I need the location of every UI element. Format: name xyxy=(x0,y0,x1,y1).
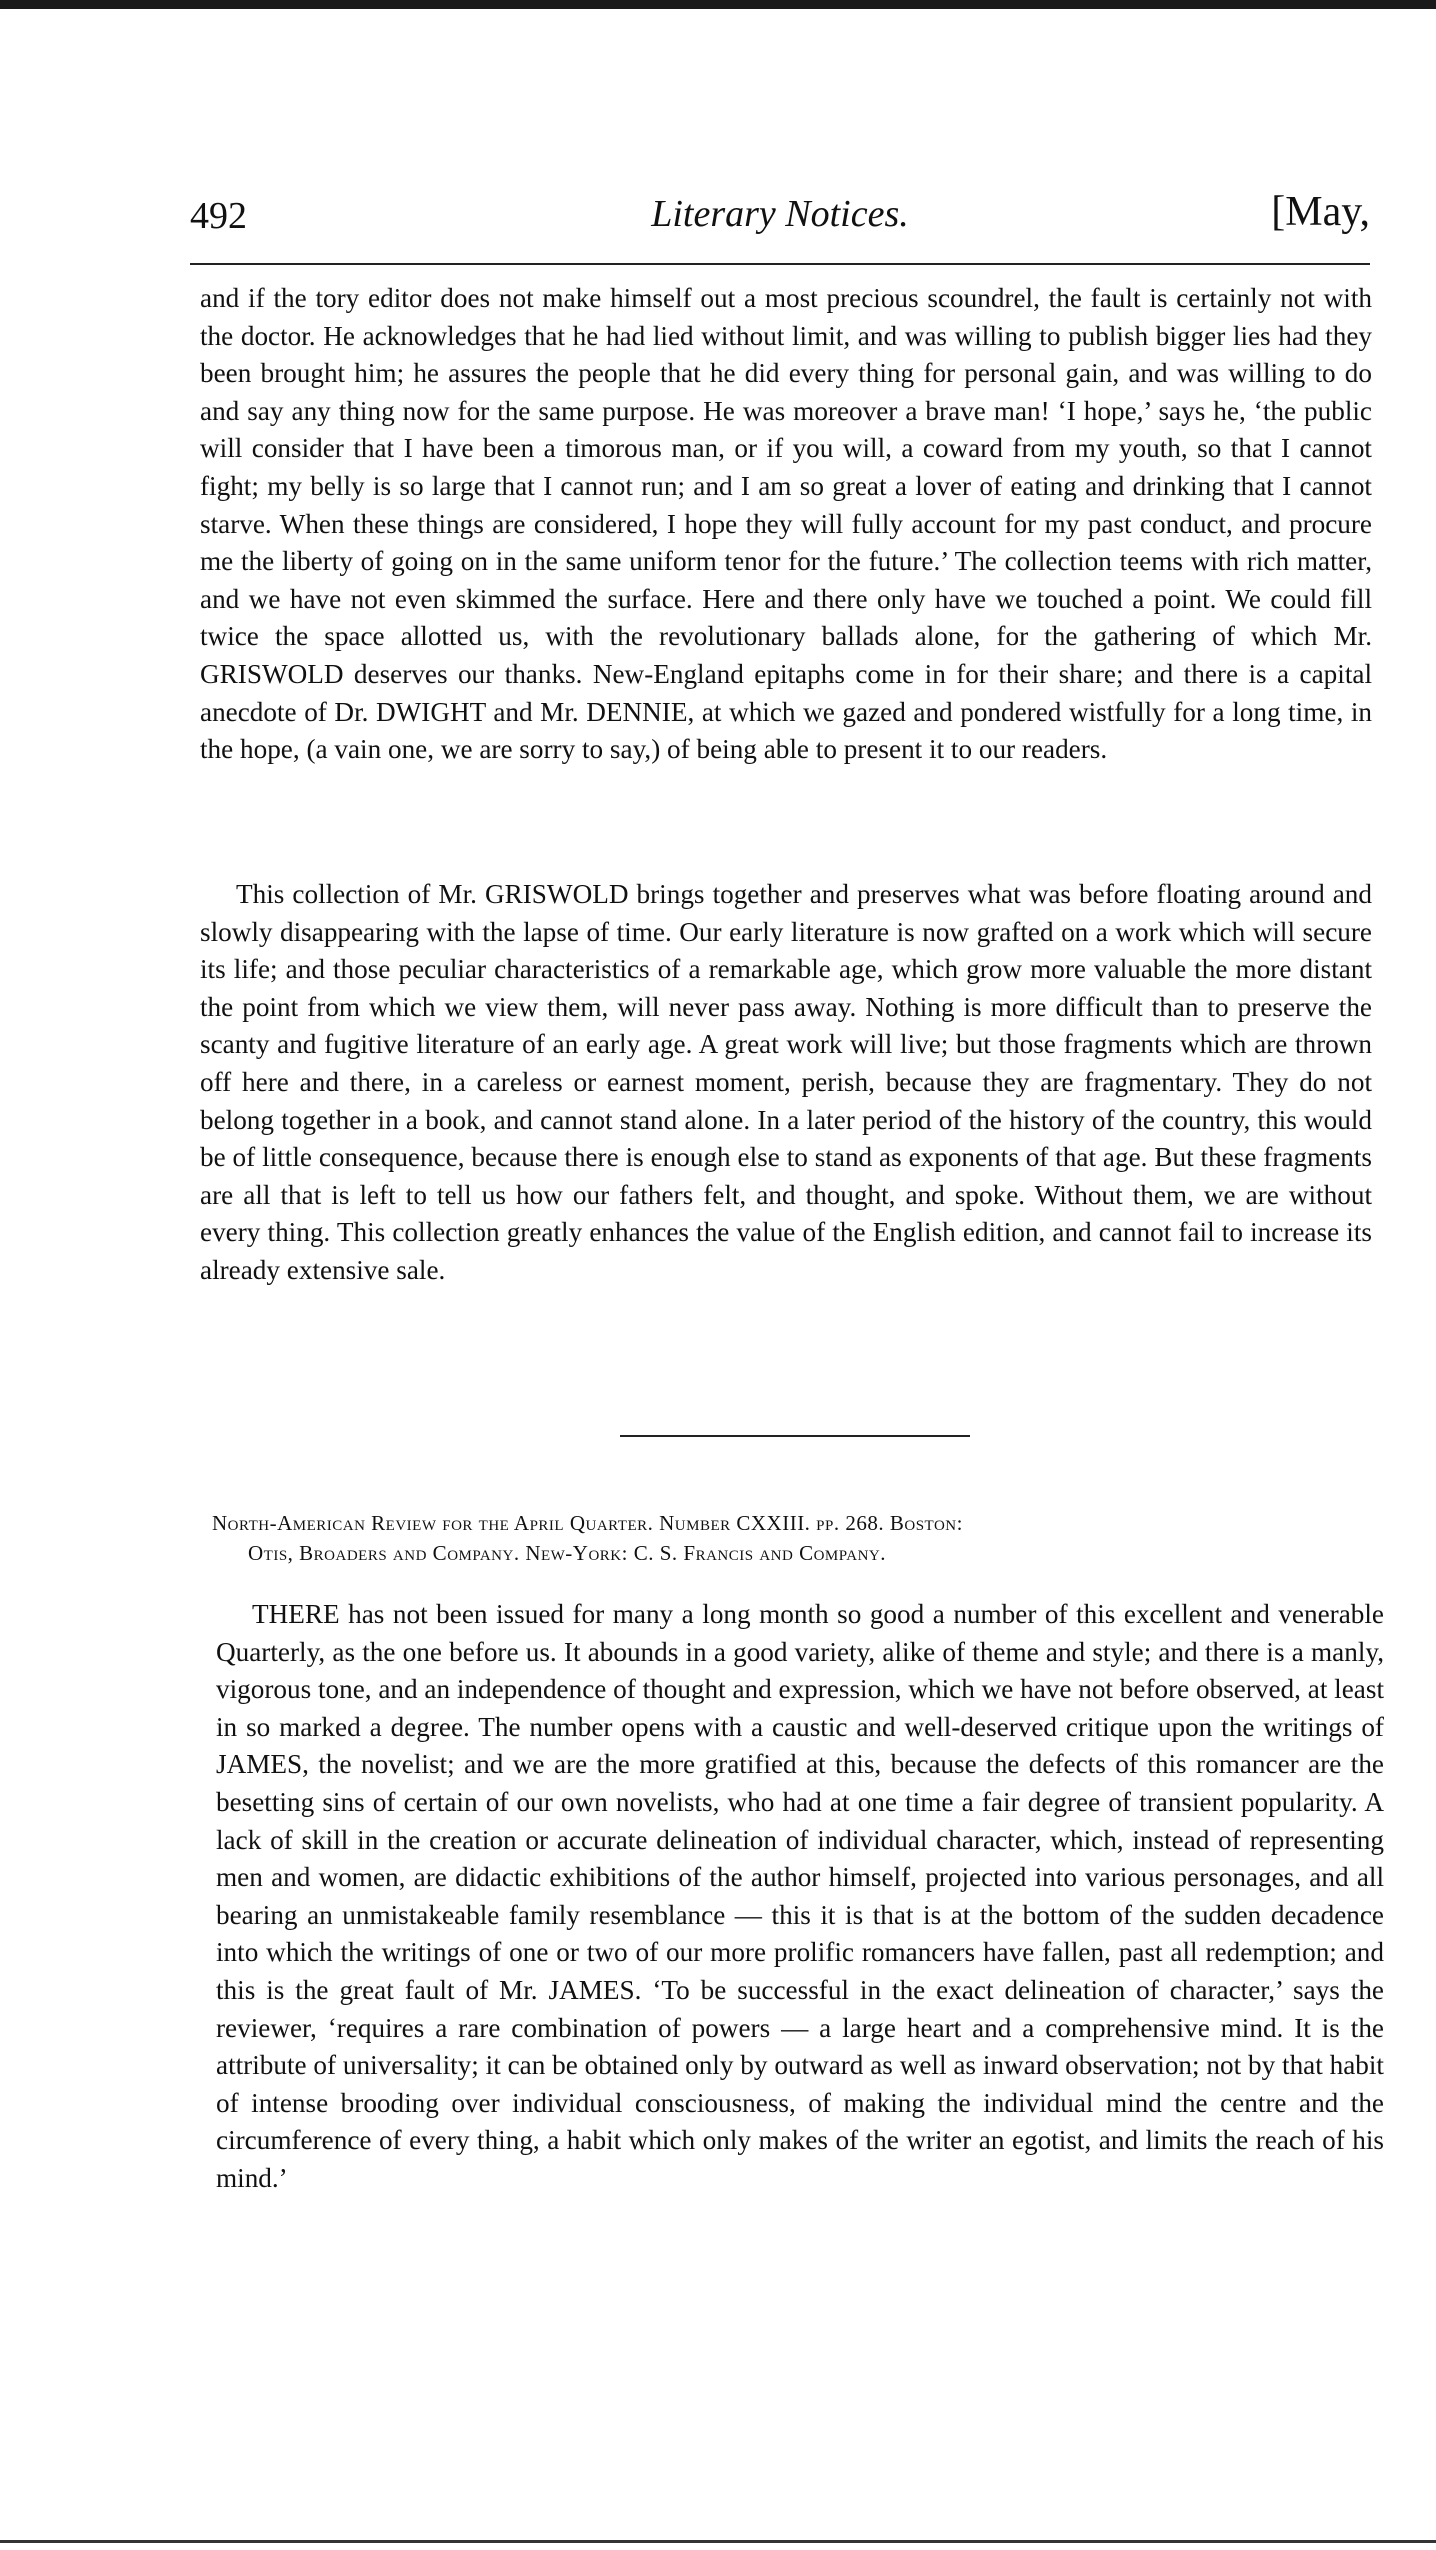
page-bottom-edge xyxy=(0,2540,1436,2543)
text-block-griswold xyxy=(200,876,1372,1290)
paragraph-griswold: This collection of Mr. GRISWOLD brings together and preserves what was before floating around and slowly disappearing with the lapse of time. Our early literature is now grafted on a work which will secure its life; and those peculiar characteristics of a remarkable age, which grow more valuable the more distant the point from which we view them, will never pass away. Nothing is more difficult than to preserve the scanty and fugitive literature of an early age. A great work will live; but those fragments which are thrown off here and there, in a careless or earnest moment, perish, because they are fragmentary. They do not belong together in a book, and cannot stand alone. In a later period of the history of the country, this would be of little consequence, because there is enough else to stand as exponents of that age. But these fragments are all that is left to tell us how our fathers felt, and thought, and spoke. Without them, we are without every thing. This collection greatly enhances the value of the English edition, and cannot fail to increase its already extensive sale. xyxy=(200,879,1372,1285)
review-heading-line2: Otis, Broaders and Company. New-York: C. S. Francis and Company. xyxy=(248,1541,886,1565)
header-rule xyxy=(190,263,1370,265)
section-separator xyxy=(620,1435,970,1437)
review-heading xyxy=(212,1508,1372,1568)
page-number: 492 xyxy=(190,195,247,237)
paragraph-review: THERE has not been issued for many a long month so good a number of this excellent and venerable Quarterly, as the one before us. It abounds in a good variety, alike of theme and style; and there is a manly, vigorous tone, and an independence of thought and expression, which we have not before observed, at least in so marked a degree. The number opens with a caustic and well-deserved critique upon the writings of JAMES, the novelist; and we are the more gratified at this, because the defects of this romancer are the besetting sins of certain of our own novelists, who had at one time a fair degree of transient popularity. A lack of skill in the creation or accurate delineation of individual character, which, instead of representing men and women, are didactic exhibitions of the author himself, projected into various personages, and all bearing an unmistakeable family resemblance — this it is that is at the bottom of the sudden decadence into which the writings of one or two of our more prolific romancers have fallen, past all redemption; and this is the great fault of Mr. JAMES. ‘To be successful in the exact delineation of character,’ says the reviewer, ‘requires a rare combination of powers — a large heart and a comprehensive mind. It is the attribute of universality; it can be obtained only by outward as well as inward observation; not by that habit of intense brooding over individual consciousness, of making the individual mind the centre and the circumference of every thing, a habit which only makes of the writer an egotist, and limits the reach of his mind.’ xyxy=(216,1599,1384,2193)
page-top-edge xyxy=(0,0,1436,9)
text-block-review xyxy=(216,1596,1384,2198)
running-title: Literary Notices. xyxy=(651,193,909,235)
text-block-continued xyxy=(200,280,1372,769)
paragraph-continued: and if the tory editor does not make himself out a most precious scoundrel, the fault is certainly not with the doctor. He acknowledges that he had lied without limit, and was willing to publish bigger lies had they been brought him; he assures the people that he did every thing for personal gain, and was willing to do and say any thing now for the same purpose. He was moreover a brave man! ‘I hope,’ says he, ‘the public will consider that I have been a timorous man, or if you will, a coward from my youth, so that I cannot fight; my belly is so large that I cannot run; and I am so great a lover of eating and drinking that I cannot starve. When these things are considered, I hope they will fully account for my past conduct, and procure me the liberty of going on in the same uniform tenor for the future.’ The collection teems with rich matter, and we have not even skimmed the surface. Here and there only have we touched a point. We could fill twice the space allotted us, with the revolutionary ballads alone, for the gathering of which Mr. GRISWOLD deserves our thanks. New-England epitaphs come in for their share; and there is a capital anecdote of Dr. DWIGHT and Mr. DENNIE, at which we gazed and pondered wistfully for a long time, in the hope, (a vain one, we are sorry to say,) of being able to present it to our readers. xyxy=(200,283,1372,765)
month-label: [May, xyxy=(1271,189,1370,235)
review-heading-line1: North-American Review for the April Quarter. Number CXXIII. pp. 268. Boston: xyxy=(212,1511,963,1535)
running-header xyxy=(190,188,1370,250)
